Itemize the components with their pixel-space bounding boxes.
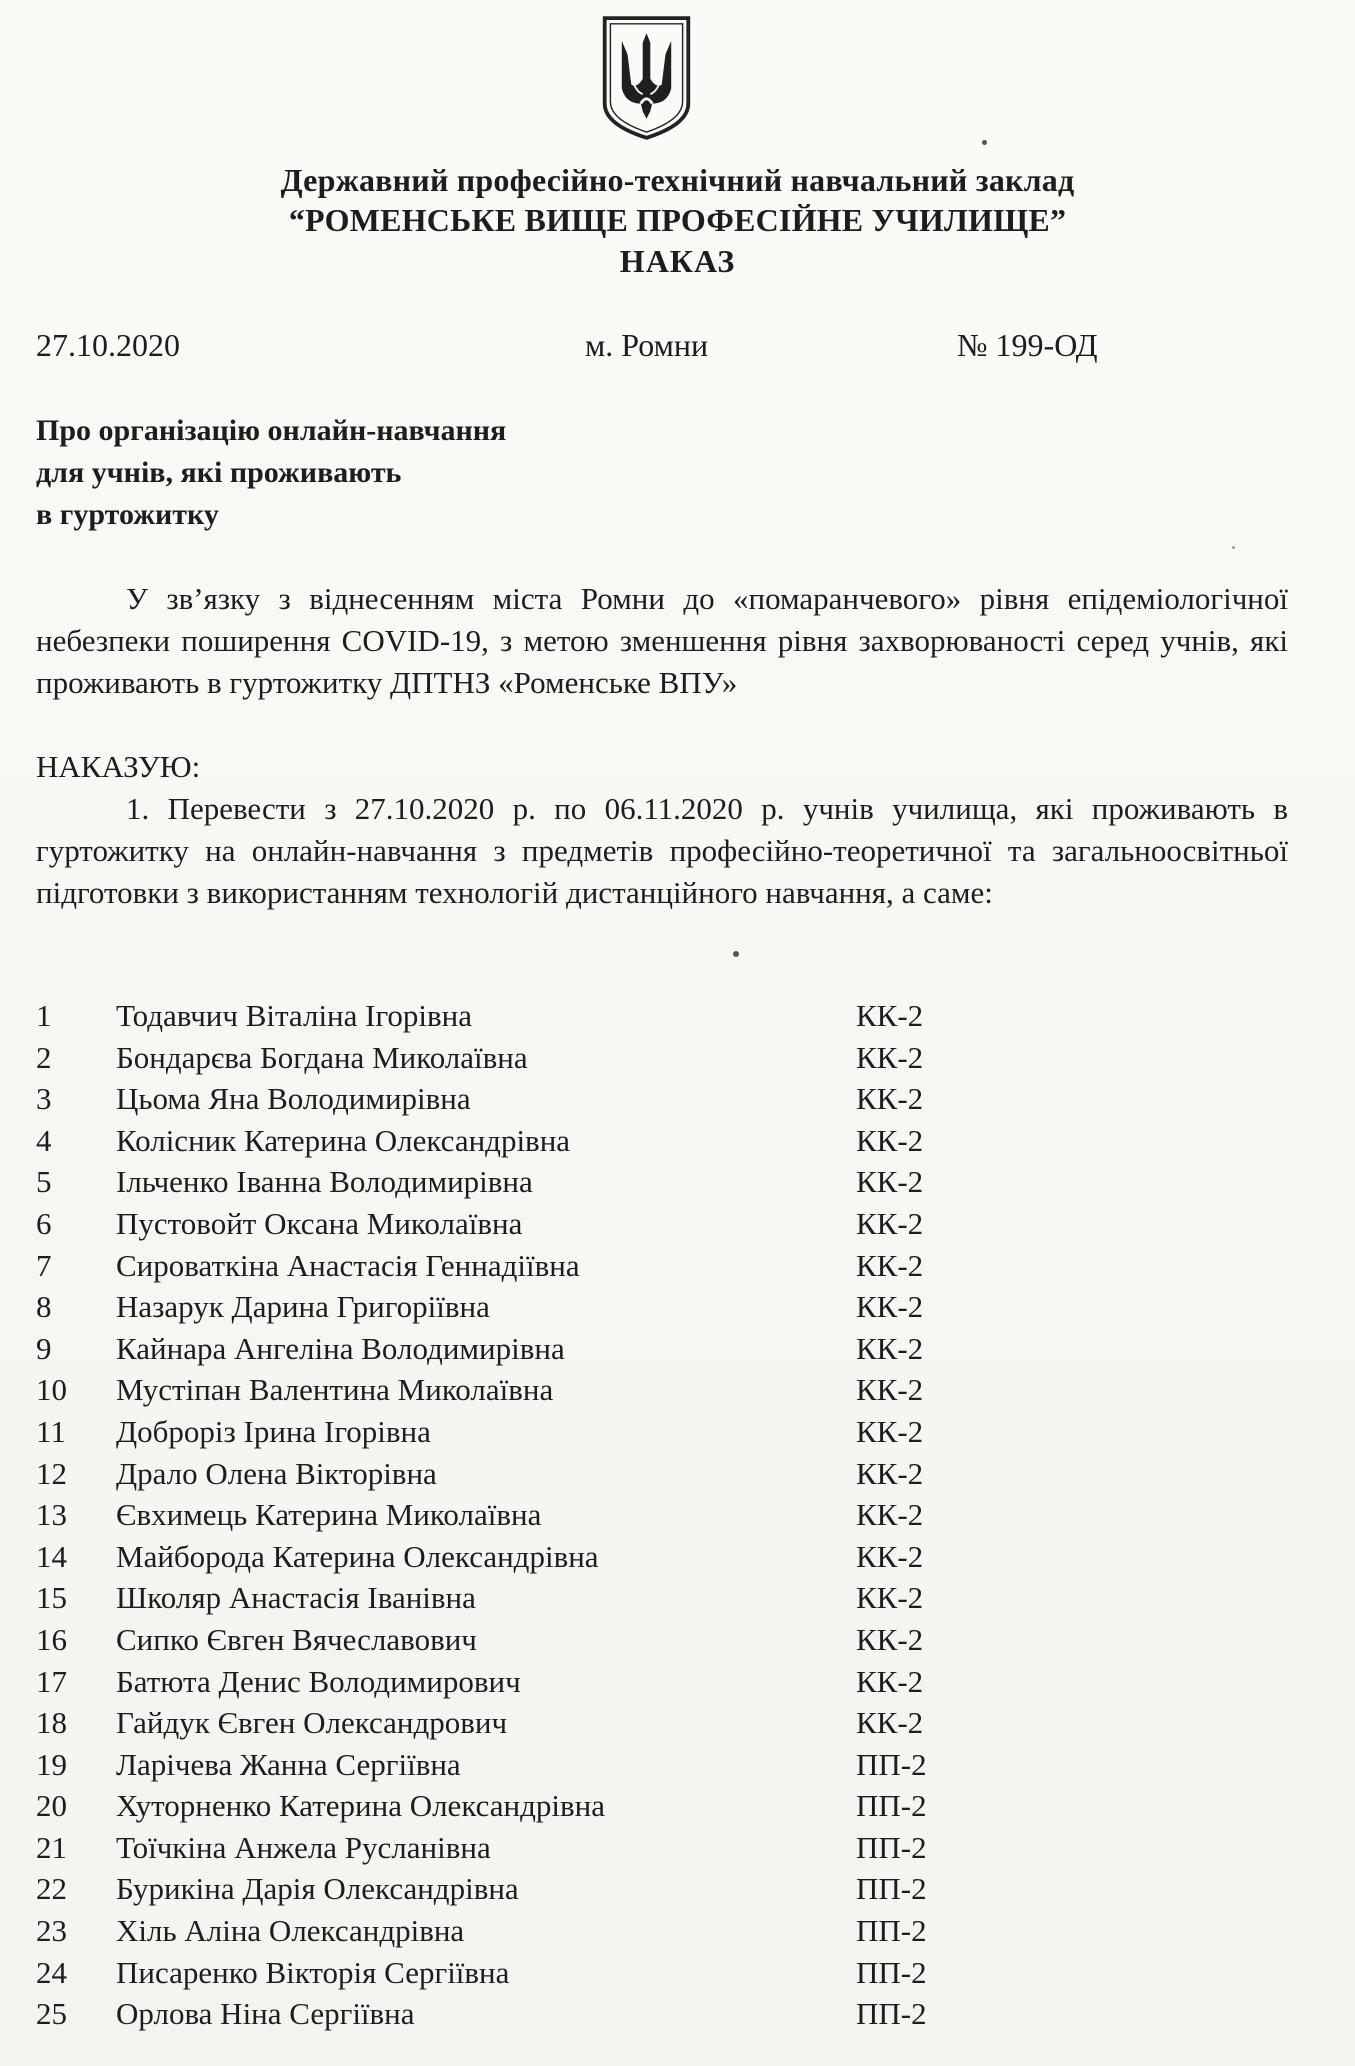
scan-speck (733, 951, 739, 957)
student-number: 14 (36, 1538, 67, 1574)
student-group: КК-2 (856, 1413, 924, 1449)
student-row (36, 1993, 1036, 2035)
student-number: 22 (36, 1871, 67, 1907)
student-group: КК-2 (856, 1164, 924, 1200)
student-group: КК-2 (856, 1122, 924, 1158)
student-group: ПП-2 (856, 1871, 927, 1907)
student-name: Бондарєва Богдана Миколаївна (116, 1039, 528, 1075)
student-name: Доброріз Ірина Ігорівна (116, 1413, 431, 1449)
student-number: 21 (36, 1829, 67, 1865)
student-name: Драло Олена Вікторівна (116, 1455, 437, 1491)
subject-line: для учнів, які проживають (36, 456, 402, 489)
student-number: 19 (36, 1746, 67, 1782)
student-row (36, 1702, 1036, 1744)
student-row (36, 1453, 1036, 1495)
student-name: Батюта Денис Володимирович (116, 1663, 521, 1699)
student-group: КК-2 (856, 998, 924, 1033)
student-name: Сипко Євген Вячеславович (116, 1621, 477, 1657)
scan-speck (982, 140, 987, 145)
student-row (36, 1161, 1036, 1203)
institution-type: Державний професійно-технічний навчальний заклад (280, 162, 1075, 198)
student-name: Бурикіна Дарія Олександрівна (116, 1871, 519, 1907)
student-number: 20 (36, 1788, 67, 1824)
student-number: 12 (36, 1455, 67, 1491)
student-name: Гайдук Євген Олександрович (116, 1705, 508, 1741)
subject-line: Про організацію онлайн-навчання (36, 414, 507, 447)
order-item-1: 1. Перевести з 27.10.2020 р. по 06.11.2020 р. учнів училища, які проживають в гуртожитку на онлайн-навчання з предметів професійно-теоретичної та загальноосвітньої підготовки з використанням технологій дистанційного навчання, а саме: (36, 791, 1288, 910)
student-name: Кайнара Ангеліна Володимирівна (116, 1330, 565, 1366)
student-row (36, 1536, 1036, 1578)
student-number: 5 (36, 1164, 52, 1200)
student-row (36, 1577, 1036, 1619)
student-name: Хіль Аліна Олександрівна (116, 1913, 465, 1949)
student-row (36, 1120, 1036, 1162)
student-group: КК-2 (856, 1538, 924, 1574)
document-type-title: НАКАЗ (619, 243, 736, 279)
student-number: 9 (36, 1330, 52, 1366)
student-group: КК-2 (856, 1205, 924, 1241)
student-row (36, 1286, 1036, 1328)
student-group: ПП-2 (856, 1746, 927, 1782)
student-number: 18 (36, 1705, 67, 1741)
student-number: 3 (36, 1081, 52, 1117)
order-word: НАКАЗУЮ: (36, 749, 201, 784)
student-number: 15 (36, 1580, 67, 1616)
student-row (36, 1744, 1036, 1786)
coat-of-arms-icon (599, 12, 694, 142)
order-date: 27.10.2020 (36, 327, 180, 363)
student-name: Цьома Яна Володимирівна (116, 1081, 471, 1117)
student-number: 24 (36, 1954, 67, 1990)
student-number: 10 (36, 1372, 67, 1408)
student-name: Тоїчкіна Анжела Русланівна (116, 1829, 491, 1865)
student-group: КК-2 (856, 1663, 924, 1699)
student-group: ПП-2 (856, 1913, 927, 1949)
student-number: 2 (36, 1039, 52, 1075)
student-number: 25 (36, 1996, 67, 2032)
order-city: м. Ромни (585, 327, 709, 363)
student-group: КК-2 (856, 1580, 924, 1616)
student-group: КК-2 (856, 1455, 924, 1491)
student-name: Писаренко Вікторія Сергіївна (116, 1954, 510, 1990)
student-number: 17 (36, 1663, 67, 1699)
student-name: Пустовойт Оксана Миколаївна (116, 1205, 523, 1241)
student-row (36, 1078, 1036, 1120)
student-row (36, 1203, 1036, 1245)
student-row (36, 1661, 1036, 1703)
student-row (36, 1785, 1036, 1827)
order-subject (36, 410, 506, 536)
student-number: 6 (36, 1205, 52, 1241)
student-group: КК-2 (856, 1372, 924, 1408)
order-number: № 199-ОД (957, 327, 1098, 363)
student-row (36, 1827, 1036, 1869)
student-name: Назарук Дарина Григоріївна (116, 1289, 490, 1325)
student-group: ПП-2 (856, 1788, 927, 1824)
student-row (36, 1619, 1036, 1661)
student-row (36, 1952, 1036, 1994)
student-group: КК-2 (856, 1497, 924, 1533)
students-list (36, 995, 1036, 2035)
student-name: Тодавчич Віталіна Ігорівна (116, 998, 473, 1033)
student-name: Ларічева Жанна Сергіївна (116, 1746, 461, 1782)
student-row (36, 1868, 1036, 1910)
student-group: КК-2 (856, 1039, 924, 1075)
student-number: 8 (36, 1289, 52, 1325)
student-name: Орлова Ніна Сергіївна (116, 1996, 415, 2032)
institution-name: “РОМЕНСЬКЕ ВИЩЕ ПРОФЕСІЙНЕ УЧИЛИЩЕ” (288, 202, 1067, 238)
student-group: ПП-2 (856, 1954, 927, 1990)
student-name: Ільченко Іванна Володимирівна (116, 1164, 533, 1200)
student-name: Школяр Анастасія Іванівна (116, 1580, 476, 1616)
student-number: 13 (36, 1497, 67, 1533)
student-group: КК-2 (856, 1330, 924, 1366)
scan-speck (1232, 546, 1235, 549)
student-name: Мустіпан Валентина Миколаївна (116, 1372, 554, 1408)
student-group: КК-2 (856, 1247, 924, 1283)
student-number: 4 (36, 1122, 52, 1158)
student-group: КК-2 (856, 1621, 924, 1657)
student-name: Майборода Катерина Олександрівна (116, 1538, 599, 1574)
student-group: КК-2 (856, 1289, 924, 1325)
student-name: Колісник Катерина Олександрівна (116, 1122, 571, 1158)
student-number: 16 (36, 1621, 67, 1657)
student-row (36, 1328, 1036, 1370)
student-group: КК-2 (856, 1081, 924, 1117)
student-number: 23 (36, 1913, 67, 1949)
student-number: 7 (36, 1247, 52, 1283)
student-group: КК-2 (856, 1705, 924, 1741)
student-row (36, 1411, 1036, 1453)
student-name: Євхимець Катерина Миколаївна (116, 1497, 542, 1533)
student-number: 11 (36, 1413, 66, 1449)
student-row (36, 1494, 1036, 1536)
student-row (36, 1910, 1036, 1952)
student-number: 1 (36, 998, 52, 1033)
subject-line: в гуртожитку (36, 498, 219, 531)
student-row (36, 1245, 1036, 1287)
student-group: ПП-2 (856, 1829, 927, 1865)
student-name: Сироваткіна Анастасія Геннадіївна (116, 1247, 580, 1283)
student-row (36, 995, 1036, 1037)
student-group: ПП-2 (856, 1996, 927, 2032)
student-row (36, 1369, 1036, 1411)
student-row (36, 1037, 1036, 1079)
preamble-paragraph: У зв’язку з віднесенням міста Ромни до «помаранчевого» рівня епідеміологічної небезпеки поширення COVID-19, з метою зменшення рівня захворюваності серед учнів, які проживають в гуртожитку ДПТНЗ «Роменське ВПУ» (36, 581, 1288, 700)
student-name: Хуторненко Катерина Олександрівна (116, 1788, 605, 1824)
